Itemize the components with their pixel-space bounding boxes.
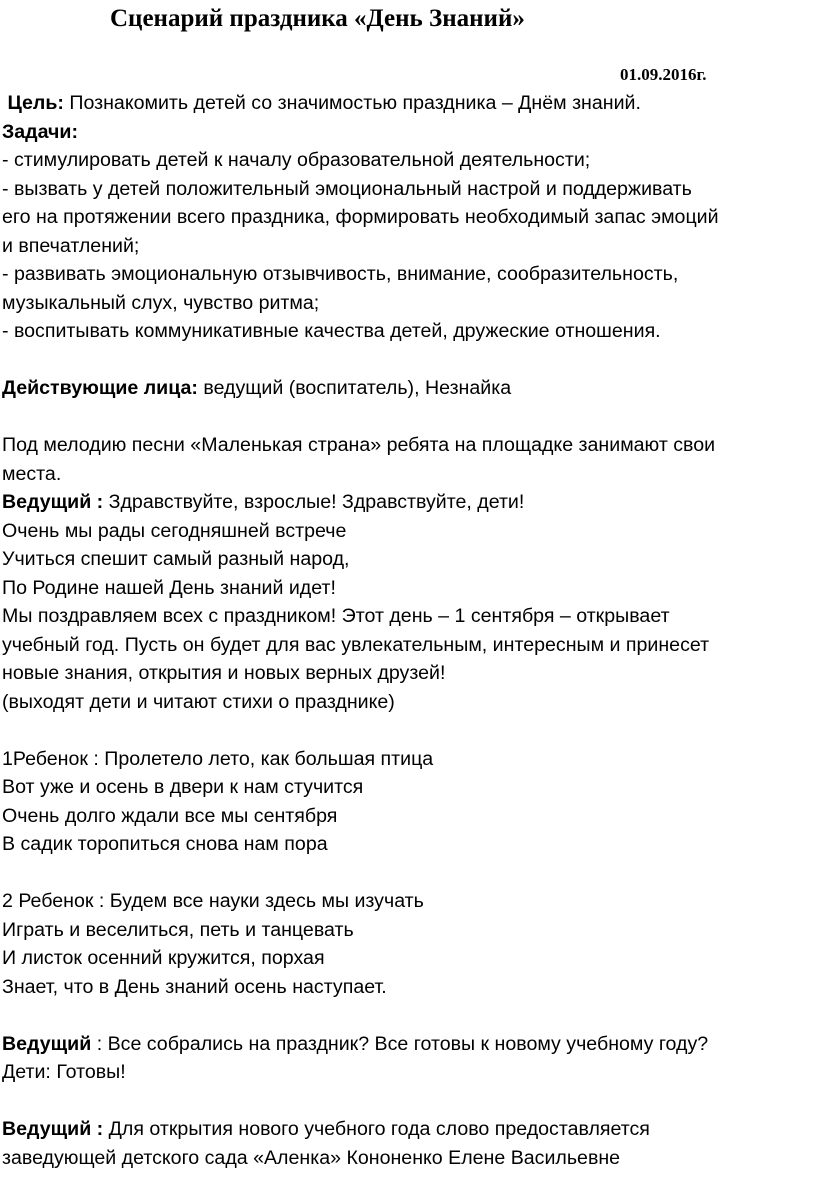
intro-line: Под мелодию песни «Маленькая страна» ребята на площадке занимают свои — [2, 434, 716, 456]
task-line: - воспитывать коммуникативные качества детей, дружеские отношения. — [2, 320, 661, 342]
characters-text: ведущий (воспитатель), Незнайка — [197, 377, 512, 399]
host-label: Ведущий : — [2, 1118, 109, 1140]
document-body — [2, 89, 814, 1172]
task-line: и впечатлений; — [2, 234, 140, 257]
host-speech-line: Мы поздравляем всех с праздником! Этот день – 1 сентября – открывает — [2, 605, 670, 627]
host-announcement-line — [2, 1115, 814, 1144]
paragraph-gap — [2, 1087, 814, 1116]
child2-verse-line: Знает, что в День знаний осень наступает. — [2, 975, 387, 998]
host-speech-line: По Родине нашей День знаний идет! — [2, 576, 336, 599]
host-question-line — [2, 1030, 814, 1059]
goal-label: Цель: — [7, 92, 64, 114]
host-question-text: : Все собрались на праздник? Все готовы к новому учебному году? — [91, 1032, 709, 1055]
paragraph-gap — [2, 716, 814, 745]
host-label: Ведущий : — [2, 491, 109, 513]
host-announcement-line: заведующей детского сада «Аленка» Кононенко Елене Васильевне — [2, 1146, 621, 1169]
paragraph-gap — [2, 859, 814, 888]
child1-verse-line: Очень долго ждали все мы сентября — [2, 804, 338, 827]
host-speech-first-line — [2, 488, 814, 517]
child2-verse-line: И листок осенний кружится, порхая — [2, 947, 325, 969]
task-line: музыкальный слух, чувство ритма; — [2, 291, 320, 314]
task-line: - стимулировать детей к началу образовательной деятельности; — [2, 149, 591, 171]
task-line: - развивать эмоциональную отзывчивость, внимание, сообразительность, — [2, 263, 679, 285]
child2-verse-line: 2 Ребенок : Будем все науки здесь мы изучать — [2, 890, 424, 912]
host-label: Ведущий — [2, 1032, 92, 1055]
host-speech-line: Учиться спешит самый разный народ, — [2, 548, 350, 570]
tasks-label: Задачи: — [2, 120, 78, 143]
children-reply: Дети: Готовы! — [2, 1061, 126, 1083]
paragraph-gap — [2, 346, 814, 375]
child2-verse-line: Играть и веселиться, петь и танцевать — [2, 918, 354, 941]
host-speech-text: Здравствуйте, взрослые! Здравствуйте, дети! — [108, 491, 525, 513]
task-line: его на протяжении всего праздника, формировать необходимый запас эмоций — [2, 206, 719, 228]
child1-verse-line: В садик торопиться снова нам пора — [2, 833, 328, 855]
document-title: Сценарий праздника «День Знаний» — [110, 5, 525, 32]
host-announcement-text: Для открытия нового учебного года слово предоставляется — [108, 1118, 650, 1140]
host-speech-line: новые знания, открытия и новых верных друзей! — [2, 662, 446, 684]
stage-direction: (выходят дети и читают стихи о празднике) — [2, 690, 395, 713]
goal-text: Познакомить детей со значимостью праздника – Днём знаний. — [63, 92, 641, 114]
host-speech-line: учебный год. Пусть он будет для вас увлекательным, интересным и принесет — [2, 633, 710, 656]
paragraph-gap — [2, 1001, 814, 1030]
paragraph-gap — [2, 403, 814, 432]
child1-verse-line: 1Ребенок : Пролетело лето, как большая птица — [2, 747, 434, 770]
task-line: - вызвать у детей положительный эмоциональный настрой и поддерживать — [2, 177, 692, 200]
characters-line — [2, 374, 814, 403]
child1-verse-line: Вот уже и осень в двери к нам стучится — [2, 776, 364, 798]
goal-line — [2, 89, 814, 118]
document-date: 01.09.2016г. — [620, 65, 707, 84]
characters-label: Действующие лица: — [2, 377, 198, 399]
host-speech-line: Очень мы рады сегодняшней встрече — [2, 519, 347, 542]
intro-line: места. — [2, 462, 62, 485]
